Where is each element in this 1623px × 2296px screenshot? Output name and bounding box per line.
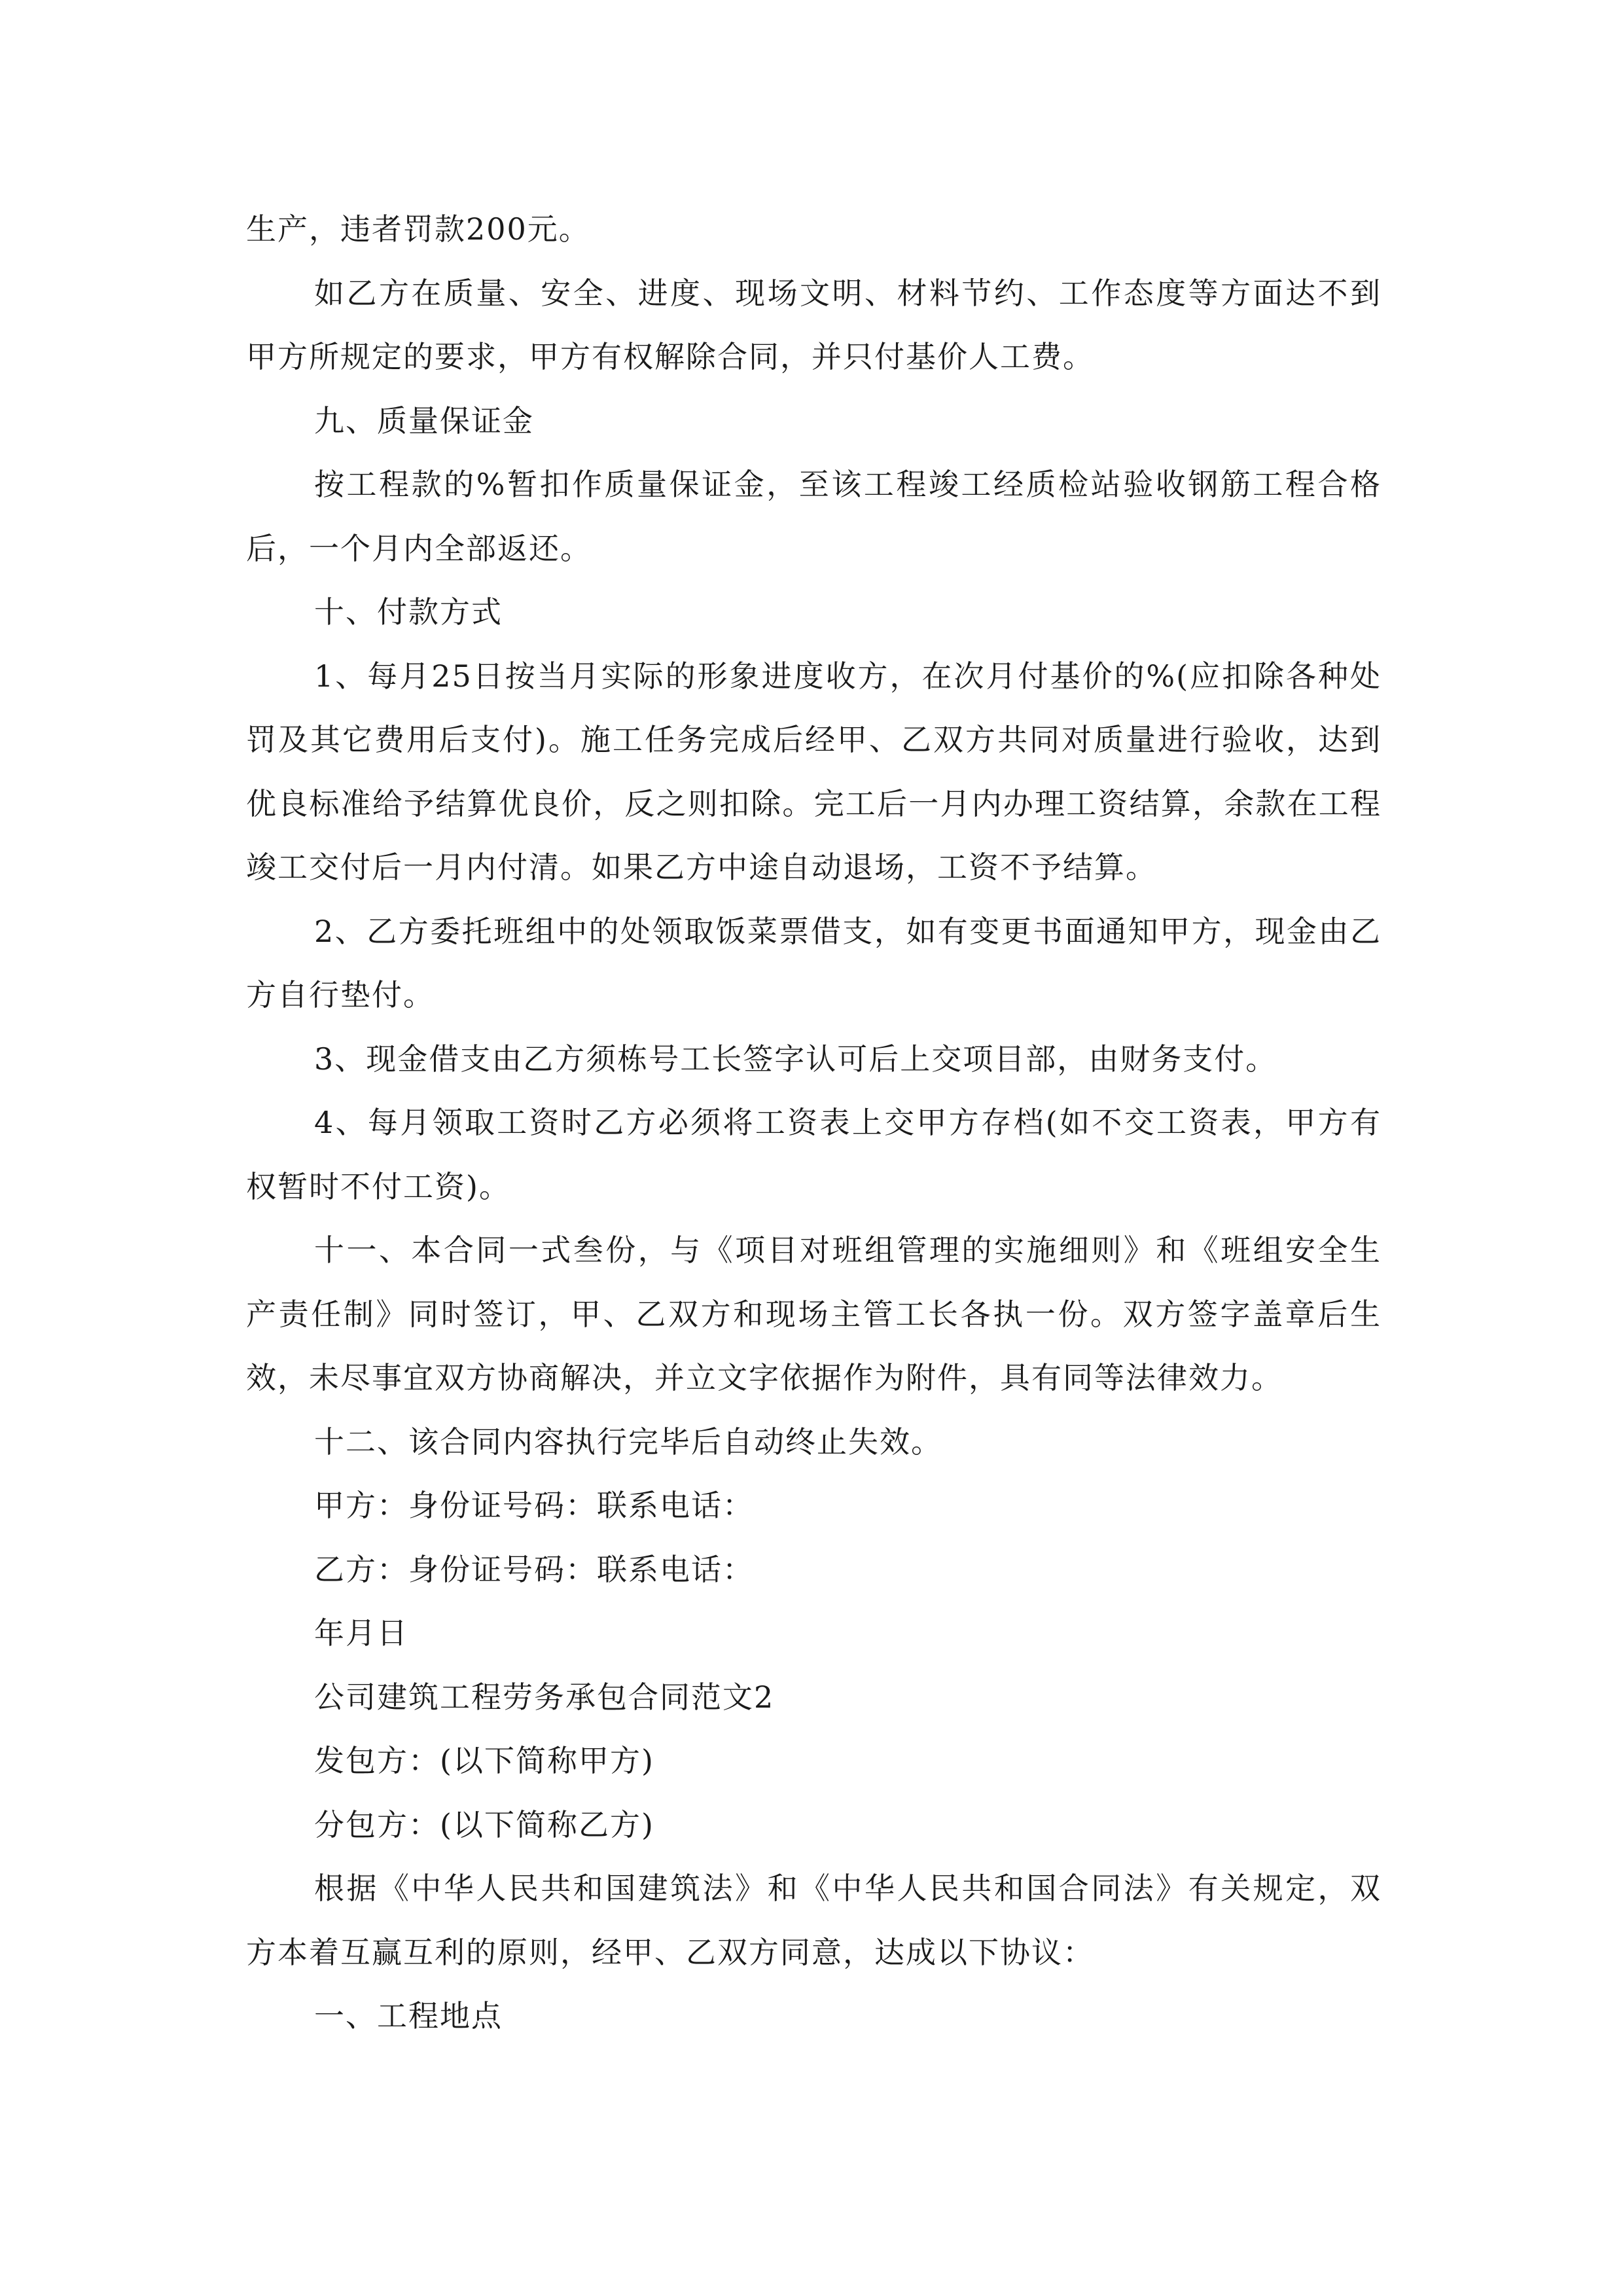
section-heading-project-location: 一、工程地点 xyxy=(314,1998,503,2034)
paragraph-payment-item-2: 2、乙方委托班组中的处领取饭菜票借支，如有变更书面通知甲方，现金由乙方自行垫付。 xyxy=(246,913,1382,1013)
paragraph-penalty-continuation: 生产，违者罚款200元。 xyxy=(246,211,590,247)
paragraph-payment-item-1: 1、每月25日按当月实际的形象进度收方，在次月付基价的%(应扣除各种处罚及其它费用后支付)。施工任务完成后经甲、乙双方共同对质量进行验收，达到优良标准给予结算优良价，反之则扣除。完工后一月内办理工资结算，余款在工程竣工交付后一月内付清。如果乙方中途自动退场，工资不予结算。 xyxy=(246,658,1382,885)
signature-line-party-b: 乙方：身份证号码：联系电话： xyxy=(314,1551,754,1587)
paragraph-termination-clause: 如乙方在质量、安全、进度、现场文明、材料节约、工作态度等方面达不到甲方所规定的要求，甲方有权解除合同，并只付基价人工费。 xyxy=(246,275,1382,374)
party-line-subcontractor: 分包方：(以下简称乙方) xyxy=(314,1806,654,1842)
date-line: 年月日 xyxy=(314,1615,408,1651)
paragraph-legal-basis: 根据《中华人民共和国建筑法》和《中华人民共和国合同法》有关规定，双方本着互赢互利的原则，经甲、乙双方同意，达成以下协议： xyxy=(246,1871,1382,1970)
signature-line-party-a: 甲方：身份证号码：联系电话： xyxy=(314,1488,754,1523)
paragraph-payment-item-3: 3、现金借支由乙方须栋号工长签字认可后上交项目部，由财务支付。 xyxy=(314,1041,1277,1077)
document-body xyxy=(246,198,1382,2049)
paragraph-payment-item-4: 4、每月领取工资时乙方必须将工资表上交甲方存档(如不交工资表，甲方有权暂时不付工资)。 xyxy=(246,1105,1382,1204)
paragraph-contract-copies: 十一、本合同一式叁份，与《项目对班组管理的实施细则》和《班组安全生产责任制》同时签订，甲、乙双方和现场主管工长各执一份。双方签字盖章后生效，未尽事宜双方协商解决，并立文字依据作为附件，具有同等法律效力。 xyxy=(246,1232,1382,1395)
section-heading-quality-deposit: 九、质量保证金 xyxy=(314,403,534,439)
contract-title-2: 公司建筑工程劳务承包合同范文2 xyxy=(314,1679,775,1715)
section-heading-payment-method: 十、付款方式 xyxy=(314,594,503,630)
party-line-contractor: 发包方：(以下简称甲方) xyxy=(314,1743,654,1778)
paragraph-quality-deposit: 按工程款的%暂扣作质量保证金，至该工程竣工经质检站验收钢筋工程合格后，一个月内全部返还。 xyxy=(246,467,1382,566)
paragraph-contract-termination: 十二、该合同内容执行完毕后自动终止失效。 xyxy=(314,1424,942,1460)
